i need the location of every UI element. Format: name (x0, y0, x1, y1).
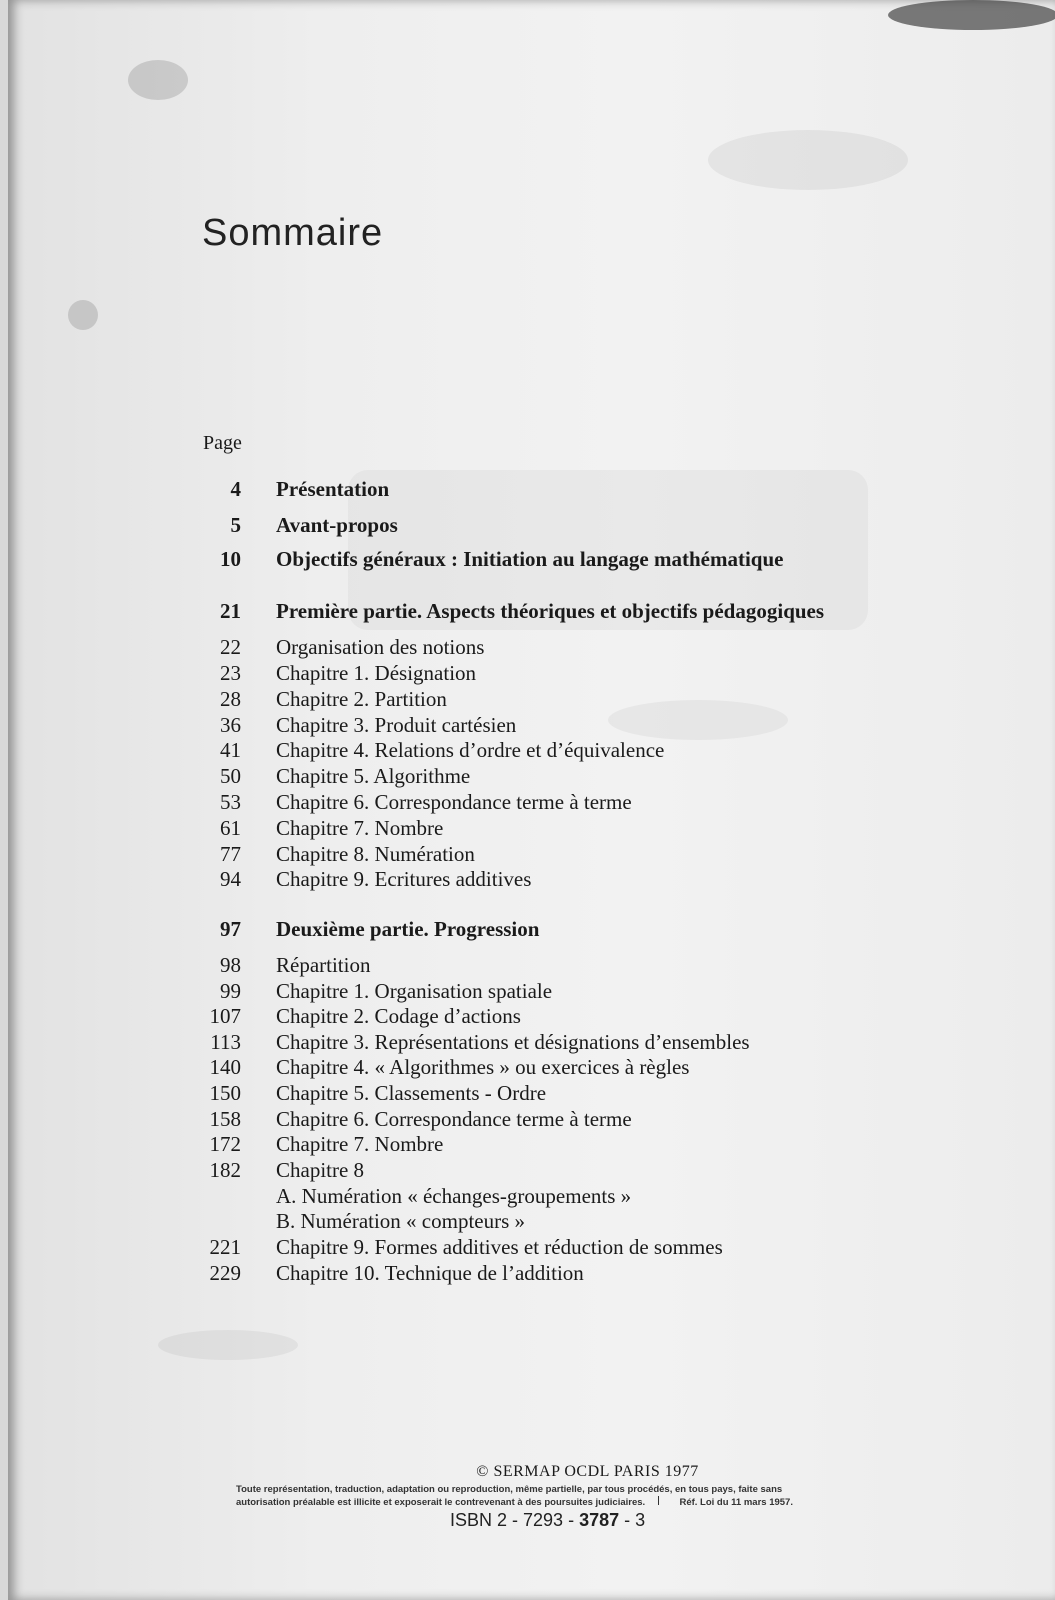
isbn-suffix: - 3 (619, 1510, 646, 1530)
toc-entry-text: Chapitre 1. Désignation (276, 661, 477, 685)
toc-entry (0, 1208, 1055, 1234)
toc-entry (0, 815, 1055, 841)
toc-page-number: 98 (220, 953, 241, 977)
toc-page-number: 221 (209, 1235, 241, 1259)
legal-notice (236, 1484, 906, 1509)
toc-entry-text: B. Numération « compteurs » (276, 1209, 526, 1233)
toc-entry (0, 598, 1055, 624)
toc-entry-text: Chapitre 3. Produit cartésien (276, 713, 517, 737)
toc-entry-text: Chapitre 2. Codage d’actions (276, 1004, 521, 1028)
toc-entry (0, 866, 1055, 892)
toc-entry-text: Chapitre 7. Nombre (276, 816, 444, 840)
toc-entry (0, 841, 1055, 867)
toc-page-number: 5 (230, 513, 241, 537)
toc-entry-text: Chapitre 5. Algorithme (276, 764, 471, 788)
toc-entry-text: Chapitre 1. Organisation spatiale (276, 979, 553, 1003)
toc-entry-text: Chapitre 7. Nombre (276, 1132, 444, 1156)
toc-entry (0, 952, 1055, 978)
toc-entry (0, 1003, 1055, 1029)
toc-entry-text: Chapitre 6. Correspondance terme à terme (276, 1107, 632, 1131)
toc-page-number: 41 (220, 738, 241, 762)
toc-page-number: 36 (220, 713, 241, 737)
copyright-line: © SERMAP OCDL PARIS 1977 (476, 1463, 699, 1480)
toc-entry-text: Chapitre 8 (276, 1158, 365, 1182)
toc-entry (0, 1029, 1055, 1055)
paper-stain (708, 130, 908, 190)
toc-page-number: 61 (220, 816, 241, 840)
toc-entry (0, 789, 1055, 815)
toc-entry-text: Chapitre 8. Numération (276, 842, 475, 866)
toc-page-number: 21 (220, 599, 241, 623)
toc-entry (0, 1131, 1055, 1157)
toc-page-number: 23 (220, 661, 241, 685)
isbn-bold-part: 3787 (579, 1510, 620, 1530)
paper-stain (68, 300, 98, 330)
isbn (450, 1510, 645, 1531)
toc-page-number: 53 (220, 790, 241, 814)
toc-entry (0, 476, 1055, 502)
toc-entry (0, 1080, 1055, 1106)
page-column-label: Page (203, 432, 242, 454)
toc-entry-text: A. Numération « échanges-groupements » (276, 1184, 632, 1208)
toc-entry-text: Présentation (276, 477, 390, 501)
toc-entry (0, 1260, 1055, 1286)
toc-entry (0, 1234, 1055, 1260)
toc-entry-text: Chapitre 9. Formes additives et réduction de sommes (276, 1235, 723, 1259)
toc-entry (0, 686, 1055, 712)
toc-page-number: 28 (220, 687, 241, 711)
toc-entry (0, 1106, 1055, 1132)
toc-page-number: 229 (209, 1261, 241, 1285)
toc-entry (0, 512, 1055, 538)
toc-entry-text: Chapitre 3. Représentations et désignations d’ensembles (276, 1030, 750, 1054)
toc-page-number: 94 (220, 867, 241, 891)
legal-line-2 (236, 1496, 906, 1509)
toc-page-number: 22 (220, 635, 241, 659)
toc-entry-text: Chapitre 9. Ecritures additives (276, 867, 532, 891)
toc-entry-text: Avant-propos (276, 513, 398, 537)
toc-page-number: 150 (209, 1081, 241, 1105)
legal-line-2-text: autorisation préalable est illicite et exposerait le contrevenant à des poursuites judiciaires. (236, 1497, 646, 1508)
toc-page-number: 158 (209, 1107, 241, 1131)
toc-page-number: 10 (220, 547, 241, 571)
isbn-prefix: ISBN 2 - 7293 - (450, 1510, 580, 1530)
paper-stain (888, 0, 1055, 30)
toc-entry (0, 546, 1055, 572)
toc-entry (0, 660, 1055, 686)
toc-entry (0, 1183, 1055, 1209)
toc-entry (0, 712, 1055, 738)
toc-entry (0, 916, 1055, 942)
toc-entry (0, 1054, 1055, 1080)
legal-reference: Réf. Loi du 11 mars 1957. (679, 1497, 793, 1508)
toc-entry-text: Organisation des notions (276, 635, 485, 659)
toc-page-number: 140 (209, 1055, 241, 1079)
toc-entry-text: Chapitre 2. Partition (276, 687, 447, 711)
toc-page-number: 50 (220, 764, 241, 788)
paper-stain (128, 60, 188, 100)
toc-page-number: 4 (230, 477, 241, 501)
toc-page-number: 77 (220, 842, 241, 866)
toc-entry-text: Deuxième partie. Progression (276, 917, 540, 941)
toc-entry-text: Première partie. Aspects théoriques et objectifs pédagogiques (276, 599, 825, 623)
toc-page-number: 99 (220, 979, 241, 1003)
toc-page-number: 172 (209, 1132, 241, 1156)
toc-page-number: 107 (209, 1004, 241, 1028)
paper-stain (158, 1330, 298, 1360)
toc-entry (0, 978, 1055, 1004)
toc-page-number: 113 (210, 1030, 241, 1054)
toc-entry (0, 634, 1055, 660)
page-title: Sommaire (202, 212, 384, 254)
toc-entry-text: Objectifs généraux : Initiation au langage mathématique (276, 547, 784, 571)
toc-entry-text: Chapitre 10. Technique de l’addition (276, 1261, 584, 1285)
toc-entry-text: Répartition (276, 953, 371, 977)
toc-entry-text: Chapitre 4. « Algorithmes » ou exercices à règles (276, 1055, 690, 1079)
toc-entry-text: Chapitre 4. Relations d’ordre et d’équivalence (276, 738, 665, 762)
toc-entry-text: Chapitre 5. Classements - Ordre (276, 1081, 547, 1105)
toc-entry (0, 1157, 1055, 1183)
toc-page-number: 182 (209, 1158, 241, 1182)
toc-entry (0, 763, 1055, 789)
legal-line-1: Toute représentation, traduction, adaptation ou reproduction, même partielle, par tous procédés, en tous pays, faite sans (236, 1484, 783, 1495)
toc-entry-text: Chapitre 6. Correspondance terme à terme (276, 790, 632, 814)
toc-page-number: 97 (220, 917, 241, 941)
toc-entry (0, 737, 1055, 763)
